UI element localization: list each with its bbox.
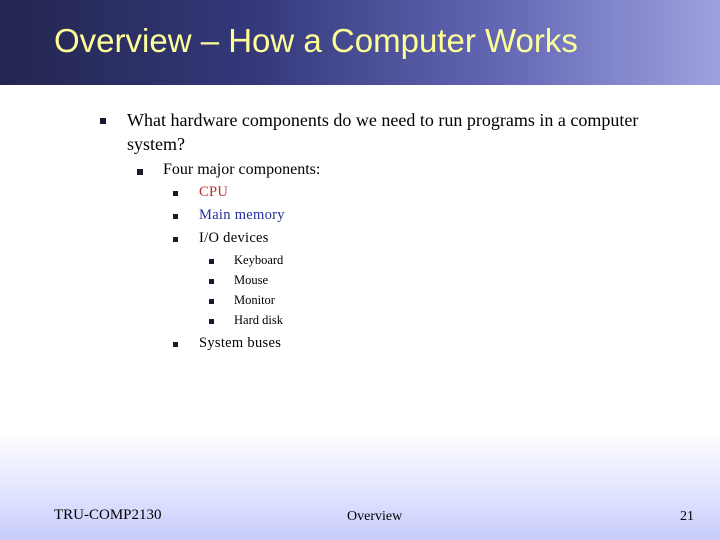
component-main-memory: Main memory [199,207,285,223]
square-bullet-icon [209,299,214,304]
square-bullet-icon [137,169,143,175]
slide-title: Overview – How a Computer Works [54,22,578,59]
io-device-keyboard: Keyboard [234,253,284,267]
component-cpu: CPU [199,184,229,200]
square-bullet-icon [209,259,214,264]
io-device-monitor: Monitor [234,293,275,307]
square-bullet-icon [173,237,178,242]
io-device-mouse: Mouse [234,273,269,287]
square-bullet-icon [173,214,178,219]
footer-section: Overview [347,509,403,524]
question-line-2: system? [127,134,185,154]
page-number: 21 [680,509,694,524]
io-device-hard-disk: Hard disk [234,313,283,327]
square-bullet-icon [209,279,214,284]
question-line-1: What hardware components do we need to run programs in a computer [127,110,639,130]
footer-course: TRU-COMP2130 [54,507,162,523]
components-heading: Four major components: [163,161,321,178]
square-bullet-icon [173,342,178,347]
component-system-buses: System buses [199,335,282,351]
square-bullet-icon [209,319,214,324]
square-bullet-icon [173,191,178,196]
square-bullet-icon [100,118,106,124]
component-io-devices: I/O devices [199,230,269,246]
